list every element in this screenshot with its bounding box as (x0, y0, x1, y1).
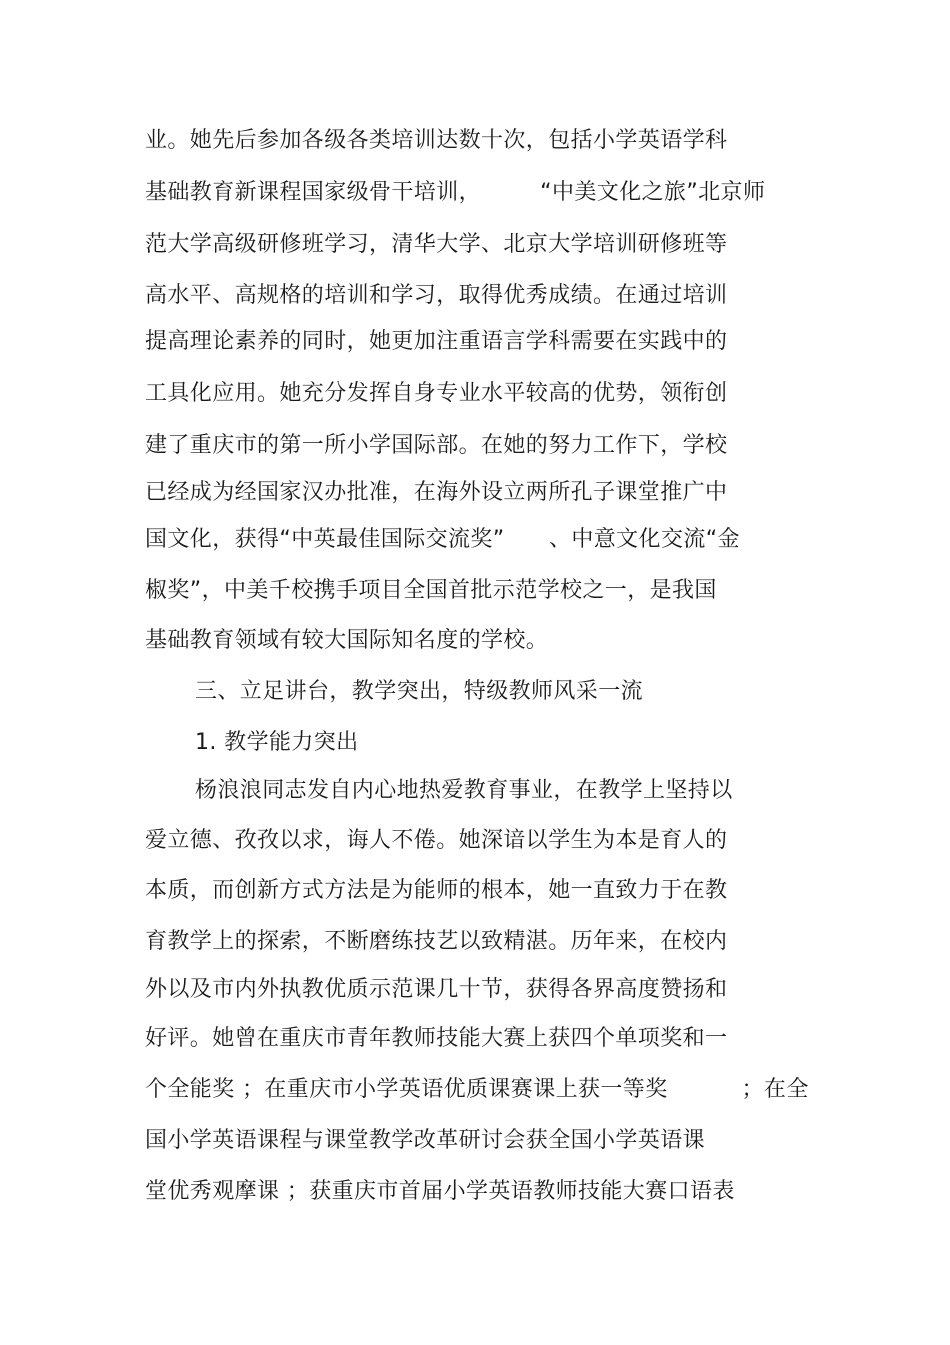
text-line: 本质，而创新方式方法是为能师的根本，她一直致力于在教 (145, 878, 728, 903)
text-line: 提高理论素养的同时，她更加注重语言学科需要在实践中的 (145, 329, 728, 354)
text-line: 杨浪浪同志发自内心地热爱教育事业，在教学上坚持以 (195, 778, 733, 803)
text-line: 好评。她曾在重庆市青年教师技能大赛上获四个单项奖和一 (145, 1026, 728, 1051)
text-line: 工具化应用。她充分发挥自身专业水平较高的优势，领衔创 (145, 381, 728, 406)
text-line: 业。她先后参加各级各类培训达数十次，包括小学英语学科 (145, 128, 728, 153)
text-line: 基础教育新课程国家级骨干培训， “中美文化之旅”北京师 (145, 180, 766, 205)
text-line: 个全能奖 ；在重庆市小学英语优质课赛课上获一等奖 ；在全 (145, 1077, 809, 1102)
section-heading: 三、立足讲台，教学突出，特级教师风采一流 (195, 679, 644, 704)
text-line: 已经成为经国家汉办批准，在海外设立两所孔子课堂推广中 (145, 480, 728, 505)
text-line: 范大学高级研修班学习，清华大学、北京大学培训研修班等 (145, 232, 728, 257)
text-line: 基础教育领域有较大国际知名度的学校。 (145, 628, 549, 653)
text-line: 椒奖”，中美千校携手项目全国首批示范学校之一，是我国 (145, 578, 717, 603)
text-line: 国文化，获得“中英最佳国际交流奖” 、中意文化交流“金 (145, 527, 740, 552)
text-line: 堂优秀观摩课 ；获重庆市首届小学英语教师技能大赛口语表 (145, 1179, 735, 1204)
text-line: 育教学上的探索，不断磨练技艺以致精湛。历年来，在校内 (145, 929, 728, 954)
text-line: 外以及市内外执教优质示范课几十节，获得各界高度赞扬和 (145, 977, 728, 1002)
text-line: 建了重庆市的第一所小学国际部。在她的努力工作下，学校 (145, 433, 728, 458)
text-line: 爱立德、孜孜以求，诲人不倦。她深谙以学生为本是育人的 (145, 828, 728, 853)
text-line: 高水平、高规格的培训和学习，取得优秀成绩。在通过培训 (145, 283, 728, 308)
subsection-heading: 1. 教学能力突出 (195, 730, 359, 755)
text-line: 国小学英语课程与课堂教学改革研讨会获全国小学英语课 (145, 1128, 706, 1153)
